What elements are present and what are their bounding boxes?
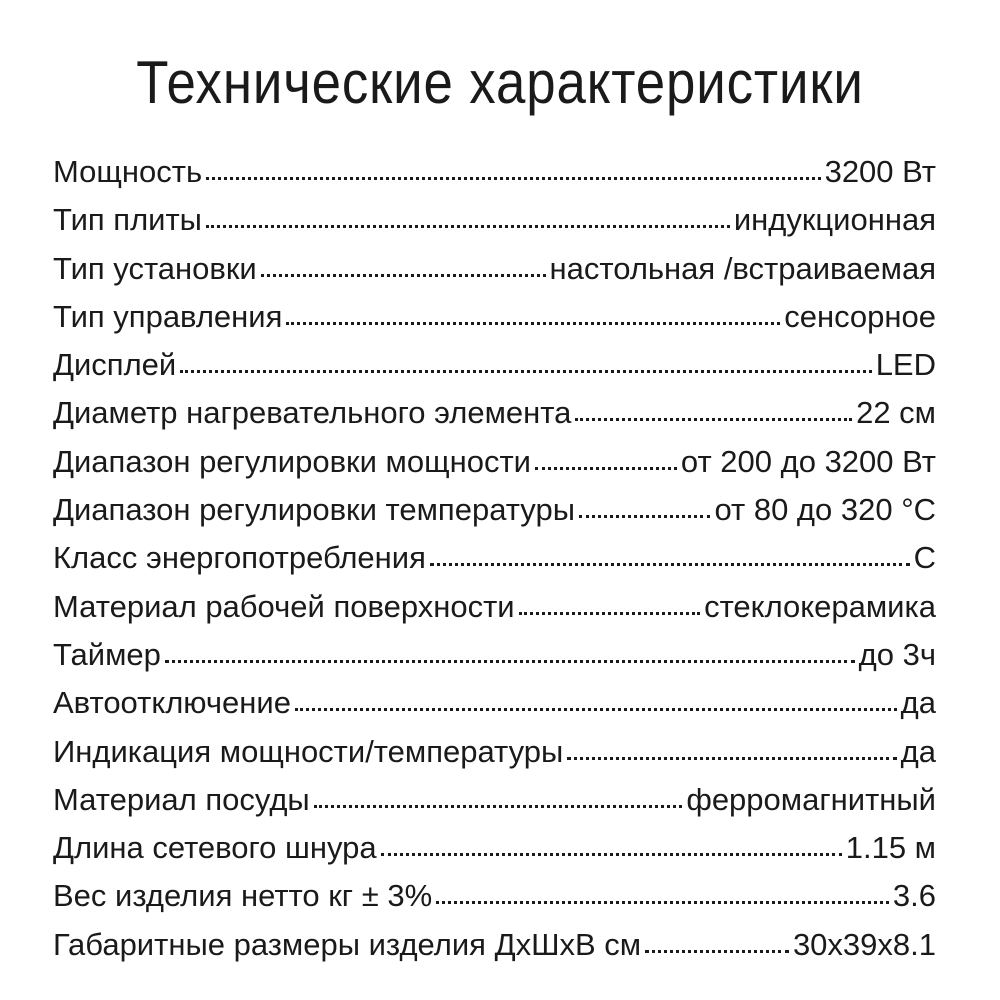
- spec-row: [53, 341, 936, 389]
- spec-list: [53, 148, 936, 969]
- spec-value: до 3ч: [858, 636, 936, 672]
- dot-leader: [314, 805, 683, 808]
- dot-leader: [645, 950, 789, 953]
- dot-leader: [286, 322, 780, 325]
- dot-leader: [436, 901, 889, 904]
- dot-leader: [295, 708, 897, 711]
- spec-value: настольная /встраиваемая: [549, 250, 936, 286]
- spec-label: Тип плиты: [53, 202, 202, 238]
- spec-label: Автоотключение: [53, 685, 291, 721]
- spec-value: 1.15 м: [845, 830, 936, 866]
- spec-row: [53, 293, 936, 341]
- dot-leader: [535, 467, 677, 470]
- page-title: Технические характеристики: [136, 49, 864, 116]
- spec-row: [53, 824, 936, 872]
- spec-row: [53, 776, 936, 824]
- spec-value: 30х39х8.1: [792, 926, 936, 962]
- spec-value: С: [913, 540, 936, 576]
- spec-row: [53, 245, 936, 293]
- dot-leader: [579, 515, 710, 518]
- spec-label: Длина сетевого шнура: [53, 830, 377, 866]
- spec-label: Таймер: [53, 636, 161, 672]
- spec-value: 22 см: [856, 395, 936, 431]
- spec-label: Тип установки: [53, 250, 257, 286]
- spec-label: Индикация мощности/температуры: [53, 733, 564, 769]
- spec-row: [53, 438, 936, 486]
- dot-leader: [430, 563, 910, 566]
- spec-label: Дисплей: [53, 347, 177, 383]
- spec-row: [53, 631, 936, 679]
- spec-value: да: [900, 685, 936, 721]
- spec-label: Габаритные размеры изделия ДхШхВ см: [53, 926, 642, 962]
- spec-row: [53, 921, 936, 969]
- spec-row: [53, 679, 936, 727]
- spec-value: от 200 до 3200 Вт: [680, 443, 936, 479]
- spec-value: сенсорное: [784, 298, 936, 334]
- spec-value: да: [900, 733, 936, 769]
- dot-leader: [567, 757, 896, 760]
- spec-row: [53, 486, 936, 534]
- spec-label: Тип управления: [53, 298, 283, 334]
- spec-value: индукционная: [733, 202, 936, 238]
- spec-label: Материал посуды: [53, 781, 310, 817]
- spec-label: Диаметр нагревательного элемента: [53, 395, 572, 431]
- spec-value: 3200 Вт: [824, 154, 936, 189]
- dot-leader: [180, 370, 871, 373]
- spec-row: [53, 728, 936, 776]
- spec-value: 3.6: [892, 878, 936, 914]
- dot-leader: [165, 660, 855, 663]
- spec-label: Материал рабочей поверхности: [53, 588, 515, 624]
- spec-row: [53, 389, 936, 437]
- spec-label: Вес изделия нетто кг ± 3%: [53, 878, 433, 914]
- dot-leader: [206, 225, 730, 228]
- spec-row: [53, 148, 936, 196]
- spec-row: [53, 872, 936, 920]
- dot-leader: [261, 274, 546, 277]
- dot-leader: [381, 853, 842, 856]
- spec-row: [53, 196, 936, 244]
- spec-value: от 80 до 320 °С: [714, 492, 936, 528]
- spec-label: Мощность: [53, 154, 203, 189]
- spec-label: Класс энергопотребления: [53, 540, 426, 576]
- spec-value: ферромагнитный: [686, 781, 936, 817]
- spec-row: [53, 583, 936, 631]
- dot-leader: [206, 177, 820, 180]
- dot-leader: [519, 612, 700, 615]
- dot-leader: [575, 418, 852, 421]
- spec-row: [53, 534, 936, 582]
- spec-value: стеклокерамика: [704, 588, 936, 624]
- spec-label: Диапазон регулировки температуры: [53, 492, 575, 528]
- spec-label: Диапазон регулировки мощности: [53, 443, 531, 479]
- spec-value: LED: [875, 347, 936, 383]
